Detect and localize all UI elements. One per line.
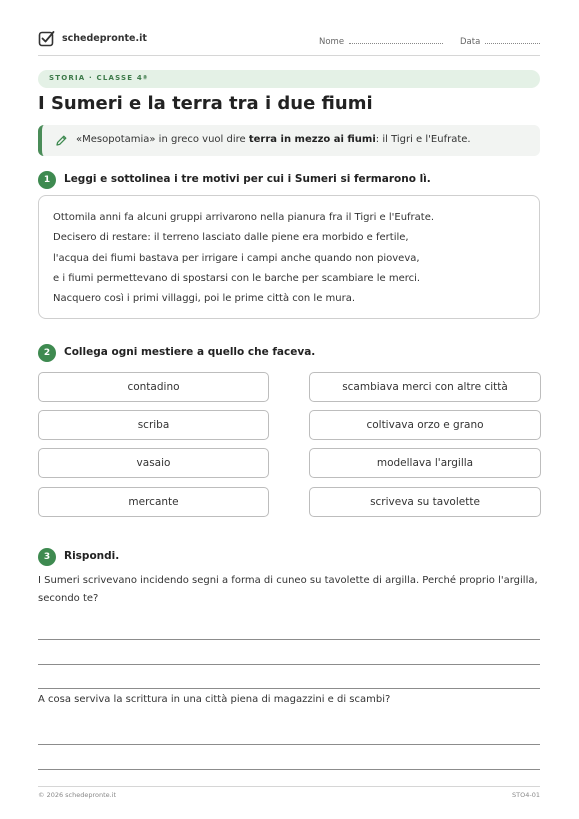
- match-trade-vasaio[interactable]: vasaio: [38, 448, 269, 478]
- callout-text-bold: terra in mezzo ai fiumi: [248, 134, 376, 145]
- date-label: Data: [460, 37, 481, 47]
- question-prompt-3: Rispondi.: [64, 550, 120, 562]
- question-prompt-2: Collega ogni mestiere a quello che faceva.: [64, 346, 316, 358]
- match-activity-coltivava[interactable]: coltivava orzo e grano: [309, 410, 541, 440]
- passage-line: l'acqua dei fiumi bastava per irrigare i campi anche quando non pioveva,: [53, 252, 420, 264]
- info-callout: [38, 125, 540, 156]
- answer-line[interactable]: [38, 688, 540, 689]
- subject-tag: [38, 70, 540, 88]
- checkbox-logo-icon: [38, 30, 55, 47]
- answer-line[interactable]: [38, 639, 540, 640]
- date-field[interactable]: [460, 35, 540, 47]
- name-label: Nome: [319, 37, 345, 47]
- callout-text-post: : il Tigri e l'Eufrate.: [375, 134, 471, 145]
- question-prompt-1: Leggi e sottolinea i tre motivi per cui i Sumeri si fermarono lì.: [64, 173, 431, 185]
- question-number-1: 1: [38, 171, 56, 189]
- pencil-icon: [55, 134, 68, 147]
- match-activity-scriveva[interactable]: scriveva su tavolette: [309, 487, 541, 517]
- passage-line: Nacquero così i primi villaggi, poi le prime città con le mura.: [53, 293, 356, 305]
- question-3a-text: I Sumeri scrivevano incidendo segni a forma di cuneo su tavolette di argilla. Perché proprio l'argilla, secondo te?: [38, 575, 538, 604]
- footer-copyright: © 2026 schedepronte.it: [38, 791, 117, 799]
- name-blank[interactable]: [349, 35, 443, 44]
- callout-text-pre: «Mesopotamia» in greco vuol dire: [76, 134, 249, 145]
- answer-line[interactable]: [38, 744, 540, 745]
- passage-line: Ottomila anni fa alcuni gruppi arrivarono nella pianura fra il Tigri e l'Eufrate.: [53, 212, 435, 223]
- question-3b-text: A cosa serviva la scrittura in una città piena di magazzini e di scambi?: [38, 694, 391, 705]
- match-trade-scriba[interactable]: scriba: [38, 410, 269, 440]
- name-field[interactable]: [319, 35, 443, 47]
- logo: [38, 30, 147, 47]
- match-trade-contadino[interactable]: contadino: [38, 372, 269, 402]
- reading-passage[interactable]: [38, 195, 540, 319]
- passage-line: e i fiumi permettevano di spostarsi con le barche per scambiare le merci.: [53, 272, 421, 284]
- answer-line[interactable]: [38, 769, 540, 770]
- passage-line: Decisero di restare: il terreno lasciato dalle piene era morbido e fertile,: [53, 232, 409, 244]
- subject-tag-text: STORIA · CLASSE 4ª: [49, 74, 149, 82]
- logo-text: schedepronte.it: [62, 33, 147, 44]
- match-activity-modellava[interactable]: modellava l'argilla: [309, 448, 541, 478]
- match-trade-mercante[interactable]: mercante: [38, 487, 269, 517]
- footer-code: STO4-01: [512, 791, 540, 799]
- page-footer: [38, 786, 540, 799]
- question-number-2: 2: [38, 344, 56, 362]
- page-header: [38, 28, 540, 56]
- page-title: I Sumeri e la terra tra i due fiumi: [38, 93, 373, 114]
- date-blank[interactable]: [485, 35, 540, 44]
- question-number-3: 3: [38, 548, 56, 566]
- answer-line[interactable]: [38, 664, 540, 665]
- match-activity-scambiava[interactable]: scambiava merci con altre città: [309, 372, 541, 402]
- callout-text: [76, 134, 471, 145]
